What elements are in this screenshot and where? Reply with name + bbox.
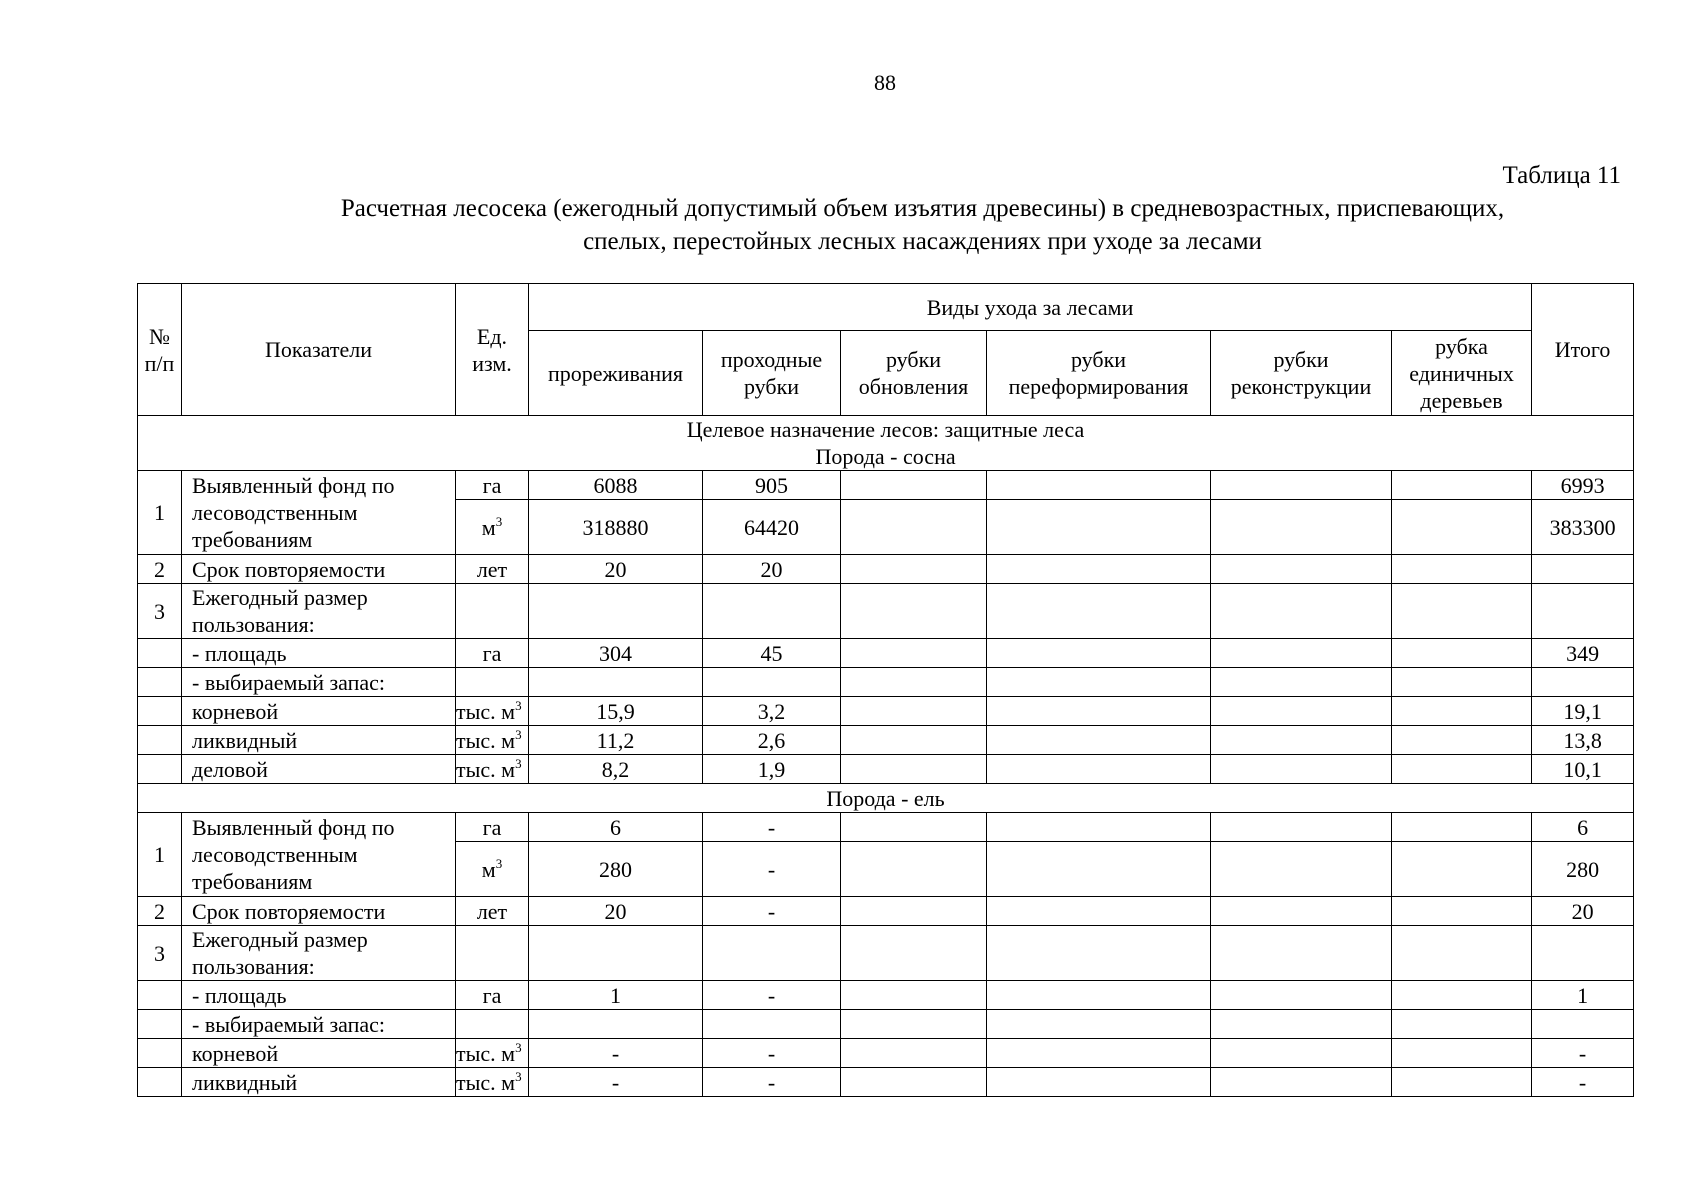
table-cell: 19,1 bbox=[1532, 697, 1634, 726]
header-type-single-trees: рубка единичных деревьев bbox=[1392, 331, 1532, 416]
header-type-reconstruction: рубки реконструкции bbox=[1211, 331, 1392, 416]
table-cell: 6 bbox=[529, 813, 703, 842]
header-row-1 bbox=[138, 284, 1634, 331]
table-cell: 45 bbox=[703, 639, 841, 668]
table-cell: 3 bbox=[138, 926, 182, 981]
table-row bbox=[138, 471, 1634, 500]
table-cell bbox=[1392, 726, 1532, 755]
table-cell bbox=[1211, 813, 1392, 842]
table-cell: 15,9 bbox=[529, 697, 703, 726]
table-cell bbox=[1392, 1010, 1532, 1039]
table-row bbox=[138, 755, 1634, 784]
table-cell: га bbox=[456, 981, 529, 1010]
table-cell: - bbox=[703, 813, 841, 842]
table-cell bbox=[1392, 926, 1532, 981]
header-type-renewal: рубки обновления bbox=[841, 331, 987, 416]
table-cell: 3,2 bbox=[703, 697, 841, 726]
table-cell: деловой bbox=[182, 755, 456, 784]
felling-table bbox=[137, 283, 1634, 1097]
table-row bbox=[138, 584, 1634, 639]
table-cell: - выбираемый запас: bbox=[182, 1010, 456, 1039]
table-cell bbox=[1211, 471, 1392, 500]
table-cell bbox=[841, 1010, 987, 1039]
table-cell bbox=[841, 813, 987, 842]
table-cell: тыс. $м^3$ bbox=[456, 697, 529, 726]
table-cell bbox=[1532, 668, 1634, 697]
table-cell bbox=[987, 668, 1211, 697]
table-row bbox=[138, 697, 1634, 726]
table-cell bbox=[841, 500, 987, 555]
table-cell: - bbox=[703, 981, 841, 1010]
table-cell: ликвидный bbox=[182, 1068, 456, 1097]
table-cell bbox=[1392, 1039, 1532, 1068]
table-cell: га bbox=[456, 639, 529, 668]
table-cell: 20 bbox=[529, 555, 703, 584]
table-cell bbox=[841, 697, 987, 726]
table-cell bbox=[1211, 926, 1392, 981]
table-cell bbox=[1392, 842, 1532, 897]
table-cell bbox=[703, 668, 841, 697]
table-cell: $м^3$ bbox=[456, 500, 529, 555]
table-cell bbox=[1392, 500, 1532, 555]
table-cell: - bbox=[1532, 1039, 1634, 1068]
row-label: Выявленный фонд по лесоводственным требованиям bbox=[182, 471, 456, 555]
table-cell bbox=[1532, 926, 1634, 981]
section-header-pine bbox=[138, 416, 1634, 471]
table-title-line-2: спелых, перестойных лесных насаждениях при уходе за лесами bbox=[583, 228, 1262, 255]
table-cell bbox=[987, 500, 1211, 555]
table-row bbox=[138, 1010, 1634, 1039]
table-label: Таблица 11 bbox=[1502, 162, 1621, 189]
table-cell bbox=[987, 1039, 1211, 1068]
table-cell bbox=[1211, 1010, 1392, 1039]
table-title bbox=[200, 192, 1645, 258]
table-cell bbox=[841, 584, 987, 639]
header-type-passage: проходные рубки bbox=[703, 331, 841, 416]
table-cell bbox=[529, 1010, 703, 1039]
table-cell: 1 bbox=[138, 813, 182, 897]
table-cell: тыс. $м^3$ bbox=[456, 755, 529, 784]
table-cell bbox=[987, 555, 1211, 584]
table-cell: 64420 bbox=[703, 500, 841, 555]
table-cell bbox=[138, 668, 182, 697]
table-cell bbox=[1211, 555, 1392, 584]
table-cell bbox=[841, 726, 987, 755]
table-cell: лет bbox=[456, 555, 529, 584]
table-cell bbox=[1392, 555, 1532, 584]
table-cell bbox=[1532, 584, 1634, 639]
table-cell bbox=[456, 1010, 529, 1039]
table-row bbox=[138, 726, 1634, 755]
table-cell: - bbox=[703, 842, 841, 897]
table-row bbox=[138, 668, 1634, 697]
table-cell: $м^3$ bbox=[456, 842, 529, 897]
table-cell: тыс. $м^3$ bbox=[456, 726, 529, 755]
table-cell bbox=[987, 726, 1211, 755]
table-cell: тыс. $м^3$ bbox=[456, 1068, 529, 1097]
table-cell: - площадь bbox=[182, 981, 456, 1010]
table-title-line-1: Расчетная лесосека (ежегодный допустимый объем изъятия древесины) в средневозрастных, приспевающих, bbox=[340, 195, 1505, 222]
table-cell bbox=[456, 584, 529, 639]
table-cell bbox=[841, 1068, 987, 1097]
table-cell bbox=[1211, 897, 1392, 926]
table-cell: га bbox=[456, 471, 529, 500]
table-cell bbox=[703, 926, 841, 981]
header-number: № п/п bbox=[138, 284, 182, 416]
table-cell: 905 bbox=[703, 471, 841, 500]
table-cell bbox=[1211, 755, 1392, 784]
table-cell bbox=[987, 813, 1211, 842]
table-cell: 1,9 bbox=[703, 755, 841, 784]
table-cell: Ежегодный размер пользования: bbox=[182, 926, 456, 981]
table-cell: тыс. $м^3$ bbox=[456, 1039, 529, 1068]
table-cell: 11,2 bbox=[529, 726, 703, 755]
table-cell: 318880 bbox=[529, 500, 703, 555]
table-cell bbox=[987, 697, 1211, 726]
table-row bbox=[138, 981, 1634, 1010]
table-cell bbox=[1392, 639, 1532, 668]
table-cell: 13,8 bbox=[1532, 726, 1634, 755]
table-cell bbox=[1532, 555, 1634, 584]
table-cell bbox=[1211, 726, 1392, 755]
table-cell: 383300 bbox=[1532, 500, 1634, 555]
table-cell bbox=[1211, 981, 1392, 1010]
table-cell bbox=[529, 584, 703, 639]
table-cell: 6993 bbox=[1532, 471, 1634, 500]
header-unit: Ед. изм. bbox=[456, 284, 529, 416]
table-cell bbox=[1211, 1068, 1392, 1097]
table-cell bbox=[1392, 981, 1532, 1010]
table-cell bbox=[841, 639, 987, 668]
table-cell bbox=[987, 1068, 1211, 1097]
section-title: Порода - ель bbox=[138, 784, 1634, 813]
table-cell bbox=[841, 755, 987, 784]
table-cell: ликвидный bbox=[182, 726, 456, 755]
table-cell: - выбираемый запас: bbox=[182, 668, 456, 697]
table-cell: га bbox=[456, 813, 529, 842]
header-care-types: Виды ухода за лесами bbox=[529, 284, 1532, 331]
table-cell bbox=[987, 1010, 1211, 1039]
table-cell: Ежегодный размер пользования: bbox=[182, 584, 456, 639]
table-cell bbox=[138, 981, 182, 1010]
table-cell bbox=[1211, 668, 1392, 697]
table-cell bbox=[1211, 500, 1392, 555]
table-cell bbox=[1211, 697, 1392, 726]
table-cell: лет bbox=[456, 897, 529, 926]
table-cell: - bbox=[703, 897, 841, 926]
table-cell bbox=[987, 471, 1211, 500]
table-cell bbox=[841, 842, 987, 897]
table-cell bbox=[1392, 1068, 1532, 1097]
table-cell bbox=[841, 555, 987, 584]
table-cell: 20 bbox=[703, 555, 841, 584]
table-cell: 2 bbox=[138, 897, 182, 926]
table-cell bbox=[703, 1010, 841, 1039]
header-total: Итого bbox=[1532, 284, 1634, 416]
table-cell: 280 bbox=[529, 842, 703, 897]
table-cell bbox=[456, 926, 529, 981]
row-label: Выявленный фонд по лесоводственным требованиям bbox=[182, 813, 456, 897]
table-cell bbox=[1211, 639, 1392, 668]
table-cell: - bbox=[529, 1039, 703, 1068]
table-cell bbox=[529, 926, 703, 981]
table-cell: 6088 bbox=[529, 471, 703, 500]
table-cell bbox=[138, 1068, 182, 1097]
table-row bbox=[138, 1068, 1634, 1097]
table-cell bbox=[841, 668, 987, 697]
table-cell bbox=[1392, 897, 1532, 926]
table-cell bbox=[987, 926, 1211, 981]
table-cell: 304 bbox=[529, 639, 703, 668]
table-cell bbox=[841, 1039, 987, 1068]
table-cell: корневой bbox=[182, 1039, 456, 1068]
table-cell bbox=[1211, 1039, 1392, 1068]
section-title: Целевое назначение лесов: защитные леса Порода - сосна bbox=[138, 416, 1634, 471]
table-cell: 3 bbox=[138, 584, 182, 639]
table-cell bbox=[138, 639, 182, 668]
table-cell bbox=[841, 897, 987, 926]
table-cell: 2,6 bbox=[703, 726, 841, 755]
table-cell bbox=[841, 981, 987, 1010]
table-cell: 1 bbox=[529, 981, 703, 1010]
table-cell bbox=[1392, 755, 1532, 784]
table-row bbox=[138, 639, 1634, 668]
table-cell: 8,2 bbox=[529, 755, 703, 784]
table-row bbox=[138, 1039, 1634, 1068]
table-cell bbox=[1392, 584, 1532, 639]
table-cell bbox=[987, 584, 1211, 639]
table-cell: - bbox=[1532, 1068, 1634, 1097]
table-cell bbox=[456, 668, 529, 697]
table-cell bbox=[841, 926, 987, 981]
table-cell: 2 bbox=[138, 555, 182, 584]
table-cell: 349 bbox=[1532, 639, 1634, 668]
table-cell: 1 bbox=[1532, 981, 1634, 1010]
table-row bbox=[138, 555, 1634, 584]
table-cell bbox=[1392, 697, 1532, 726]
table-cell: Срок повторяемости bbox=[182, 897, 456, 926]
table-cell: 20 bbox=[529, 897, 703, 926]
table-cell bbox=[138, 697, 182, 726]
table-cell bbox=[987, 981, 1211, 1010]
page-number: 88 bbox=[874, 70, 896, 95]
header-type-reformation: рубки переформирования bbox=[987, 331, 1211, 416]
header-type-thinning: прореживания bbox=[529, 331, 703, 416]
table-row bbox=[138, 926, 1634, 981]
table-cell bbox=[987, 897, 1211, 926]
table-cell bbox=[987, 639, 1211, 668]
table-cell bbox=[138, 1039, 182, 1068]
table-cell: 20 bbox=[1532, 897, 1634, 926]
table-cell bbox=[138, 1010, 182, 1039]
header-indicators: Показатели bbox=[182, 284, 456, 416]
table-cell: - bbox=[703, 1068, 841, 1097]
table-cell bbox=[841, 471, 987, 500]
section-header-spruce bbox=[138, 784, 1634, 813]
table-cell bbox=[138, 726, 182, 755]
table-cell bbox=[1211, 842, 1392, 897]
table-cell: - bbox=[703, 1039, 841, 1068]
table-cell: - bbox=[529, 1068, 703, 1097]
table-cell bbox=[1392, 813, 1532, 842]
table-cell: корневой bbox=[182, 697, 456, 726]
table-row bbox=[138, 897, 1634, 926]
table-cell: Срок повторяемости bbox=[182, 555, 456, 584]
table-cell bbox=[1392, 668, 1532, 697]
table-cell bbox=[1211, 584, 1392, 639]
table-cell bbox=[1532, 1010, 1634, 1039]
table-cell bbox=[987, 842, 1211, 897]
table-cell: 6 bbox=[1532, 813, 1634, 842]
table-cell bbox=[529, 668, 703, 697]
table-cell bbox=[703, 584, 841, 639]
table-cell: 1 bbox=[138, 471, 182, 555]
table-cell bbox=[138, 755, 182, 784]
table-cell bbox=[987, 755, 1211, 784]
table-cell: 280 bbox=[1532, 842, 1634, 897]
table-cell bbox=[1392, 471, 1532, 500]
table-cell: 10,1 bbox=[1532, 755, 1634, 784]
table-row bbox=[138, 813, 1634, 842]
table-cell: - площадь bbox=[182, 639, 456, 668]
